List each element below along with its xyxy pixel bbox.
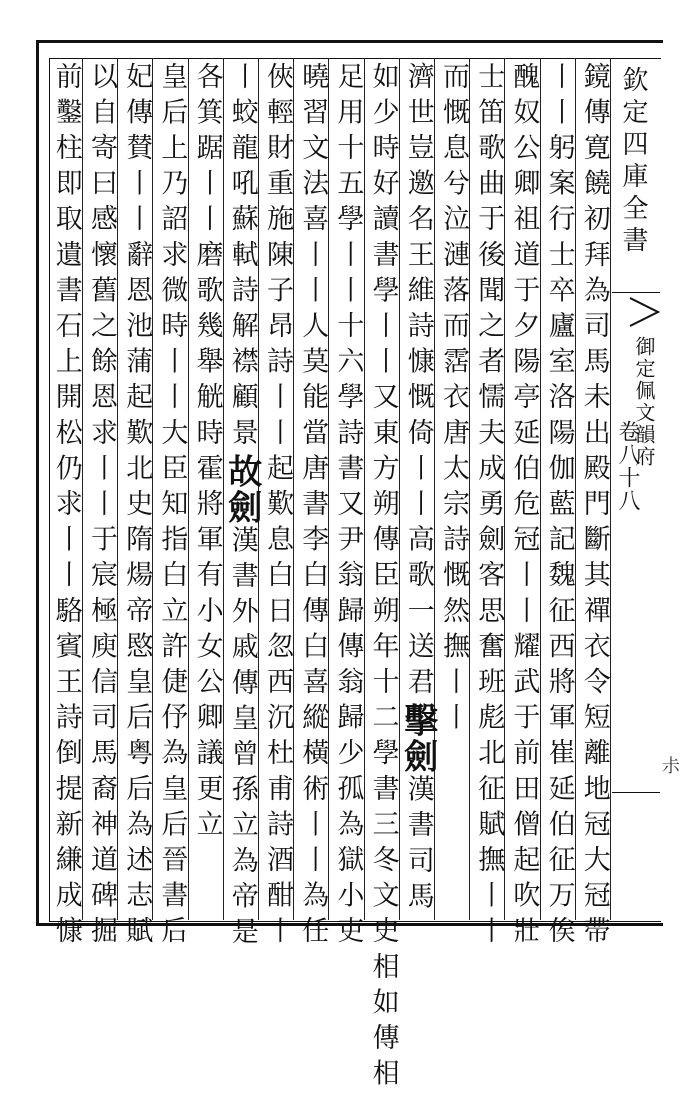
column-text: 而慨息兮泣漣落而霑衣唐太宗詩慨然撫丨丨	[438, 62, 469, 739]
text-column-13	[153, 62, 189, 952]
entry-heading: 故劍	[221, 453, 262, 526]
column-text-below-heading: 時霍將軍有小女公卿議更立	[191, 418, 223, 846]
column-text: 士笛歌曲于後聞之者懦夫成勇劍客思奮班彪北征賦撫丨丨	[473, 62, 505, 952]
margin-rule	[612, 292, 660, 293]
text-column-10	[259, 62, 295, 952]
column-text: 以自寄曰感懷舊之餘恩求丨丨于宸極庾信司馬裔神道碑掘	[86, 62, 117, 952]
text-column-1	[576, 62, 612, 952]
column-text: 醜奴公卿祖道于夕陽亭延伯危冠丨丨耀武于前田僧起吹壯	[508, 62, 540, 952]
margin-rule-lower	[612, 792, 660, 793]
column-text-below-heading: 相如傳相	[367, 952, 399, 1094]
text-column-4	[470, 62, 506, 952]
volume-label: 卷八十八	[615, 420, 640, 512]
column-text: 皇后上乃詔求微時丨丨大臣知指白立許倢伃為皇后晉書后	[156, 62, 188, 952]
text-column-16	[48, 62, 84, 952]
sub-title: 御定佩文韻府	[632, 336, 656, 468]
text-column-8	[329, 62, 365, 952]
column-text: 丨丨躬案行士卒廬室洛陽伽藍記魏征西將軍崔延伯征万俟	[543, 62, 575, 952]
column-text: 丨蛟龍吼蘇軾詩解襟顧景	[226, 62, 258, 454]
column-text: 妃傳賛丨丨辭恩池蒲起歎北史隋煬帝愍皇后粤后為述志賦	[121, 62, 153, 952]
column-text-continued: 漢書司馬	[402, 774, 434, 918]
entry-heading: 擊劍	[397, 702, 438, 775]
text-column-15	[83, 62, 119, 952]
column-text-continued: 漢書外戚傳皇曾孫立為帝是	[226, 525, 258, 953]
column-text: 鏡傳寛饒初拜為司馬未出殿門斷其禪衣令短離地冠大冠帶	[578, 62, 610, 952]
column-text: 曉習文法喜丨丨人莫能當唐書李白傳白喜縱橫術丨丨為任	[297, 62, 329, 952]
column-text: 俠輕財重施陳子昂詩丨丨起歎息白日忽西沉杜甫詩酒酣丨	[262, 62, 293, 952]
page-mark: 尗	[662, 756, 680, 777]
text-column-9	[294, 62, 330, 952]
text-column-11	[221, 62, 262, 953]
text-column-12	[189, 62, 225, 845]
column-text: 如少時好讀書學丨丨又東方朔傳臣朔年十二學書三冬文史	[367, 62, 399, 952]
column-text: 各箕踞丨丨磨歌幾舉觥	[191, 62, 223, 418]
text-column-7	[365, 62, 401, 1094]
fish-tail-mark-icon	[628, 296, 660, 328]
column-text: 濟世豈邀名王維詩慷慨倚丨丨高歌一送君	[402, 62, 434, 703]
text-column-5	[435, 62, 471, 738]
text-column-2	[541, 62, 577, 952]
column-text: 足用十五學丨丨十六學詩書又尹翁歸傳翁歸少孤為獄小吏	[332, 62, 364, 952]
book-title: 欽定四庫全書	[618, 66, 648, 258]
text-column-14	[118, 62, 154, 952]
column-text: 前鑿柱即取遺書石上開松仍求丨丨駱賓王詩倒提新縑成慷	[50, 62, 82, 952]
text-column-3	[505, 62, 541, 952]
text-column-6	[397, 62, 438, 918]
